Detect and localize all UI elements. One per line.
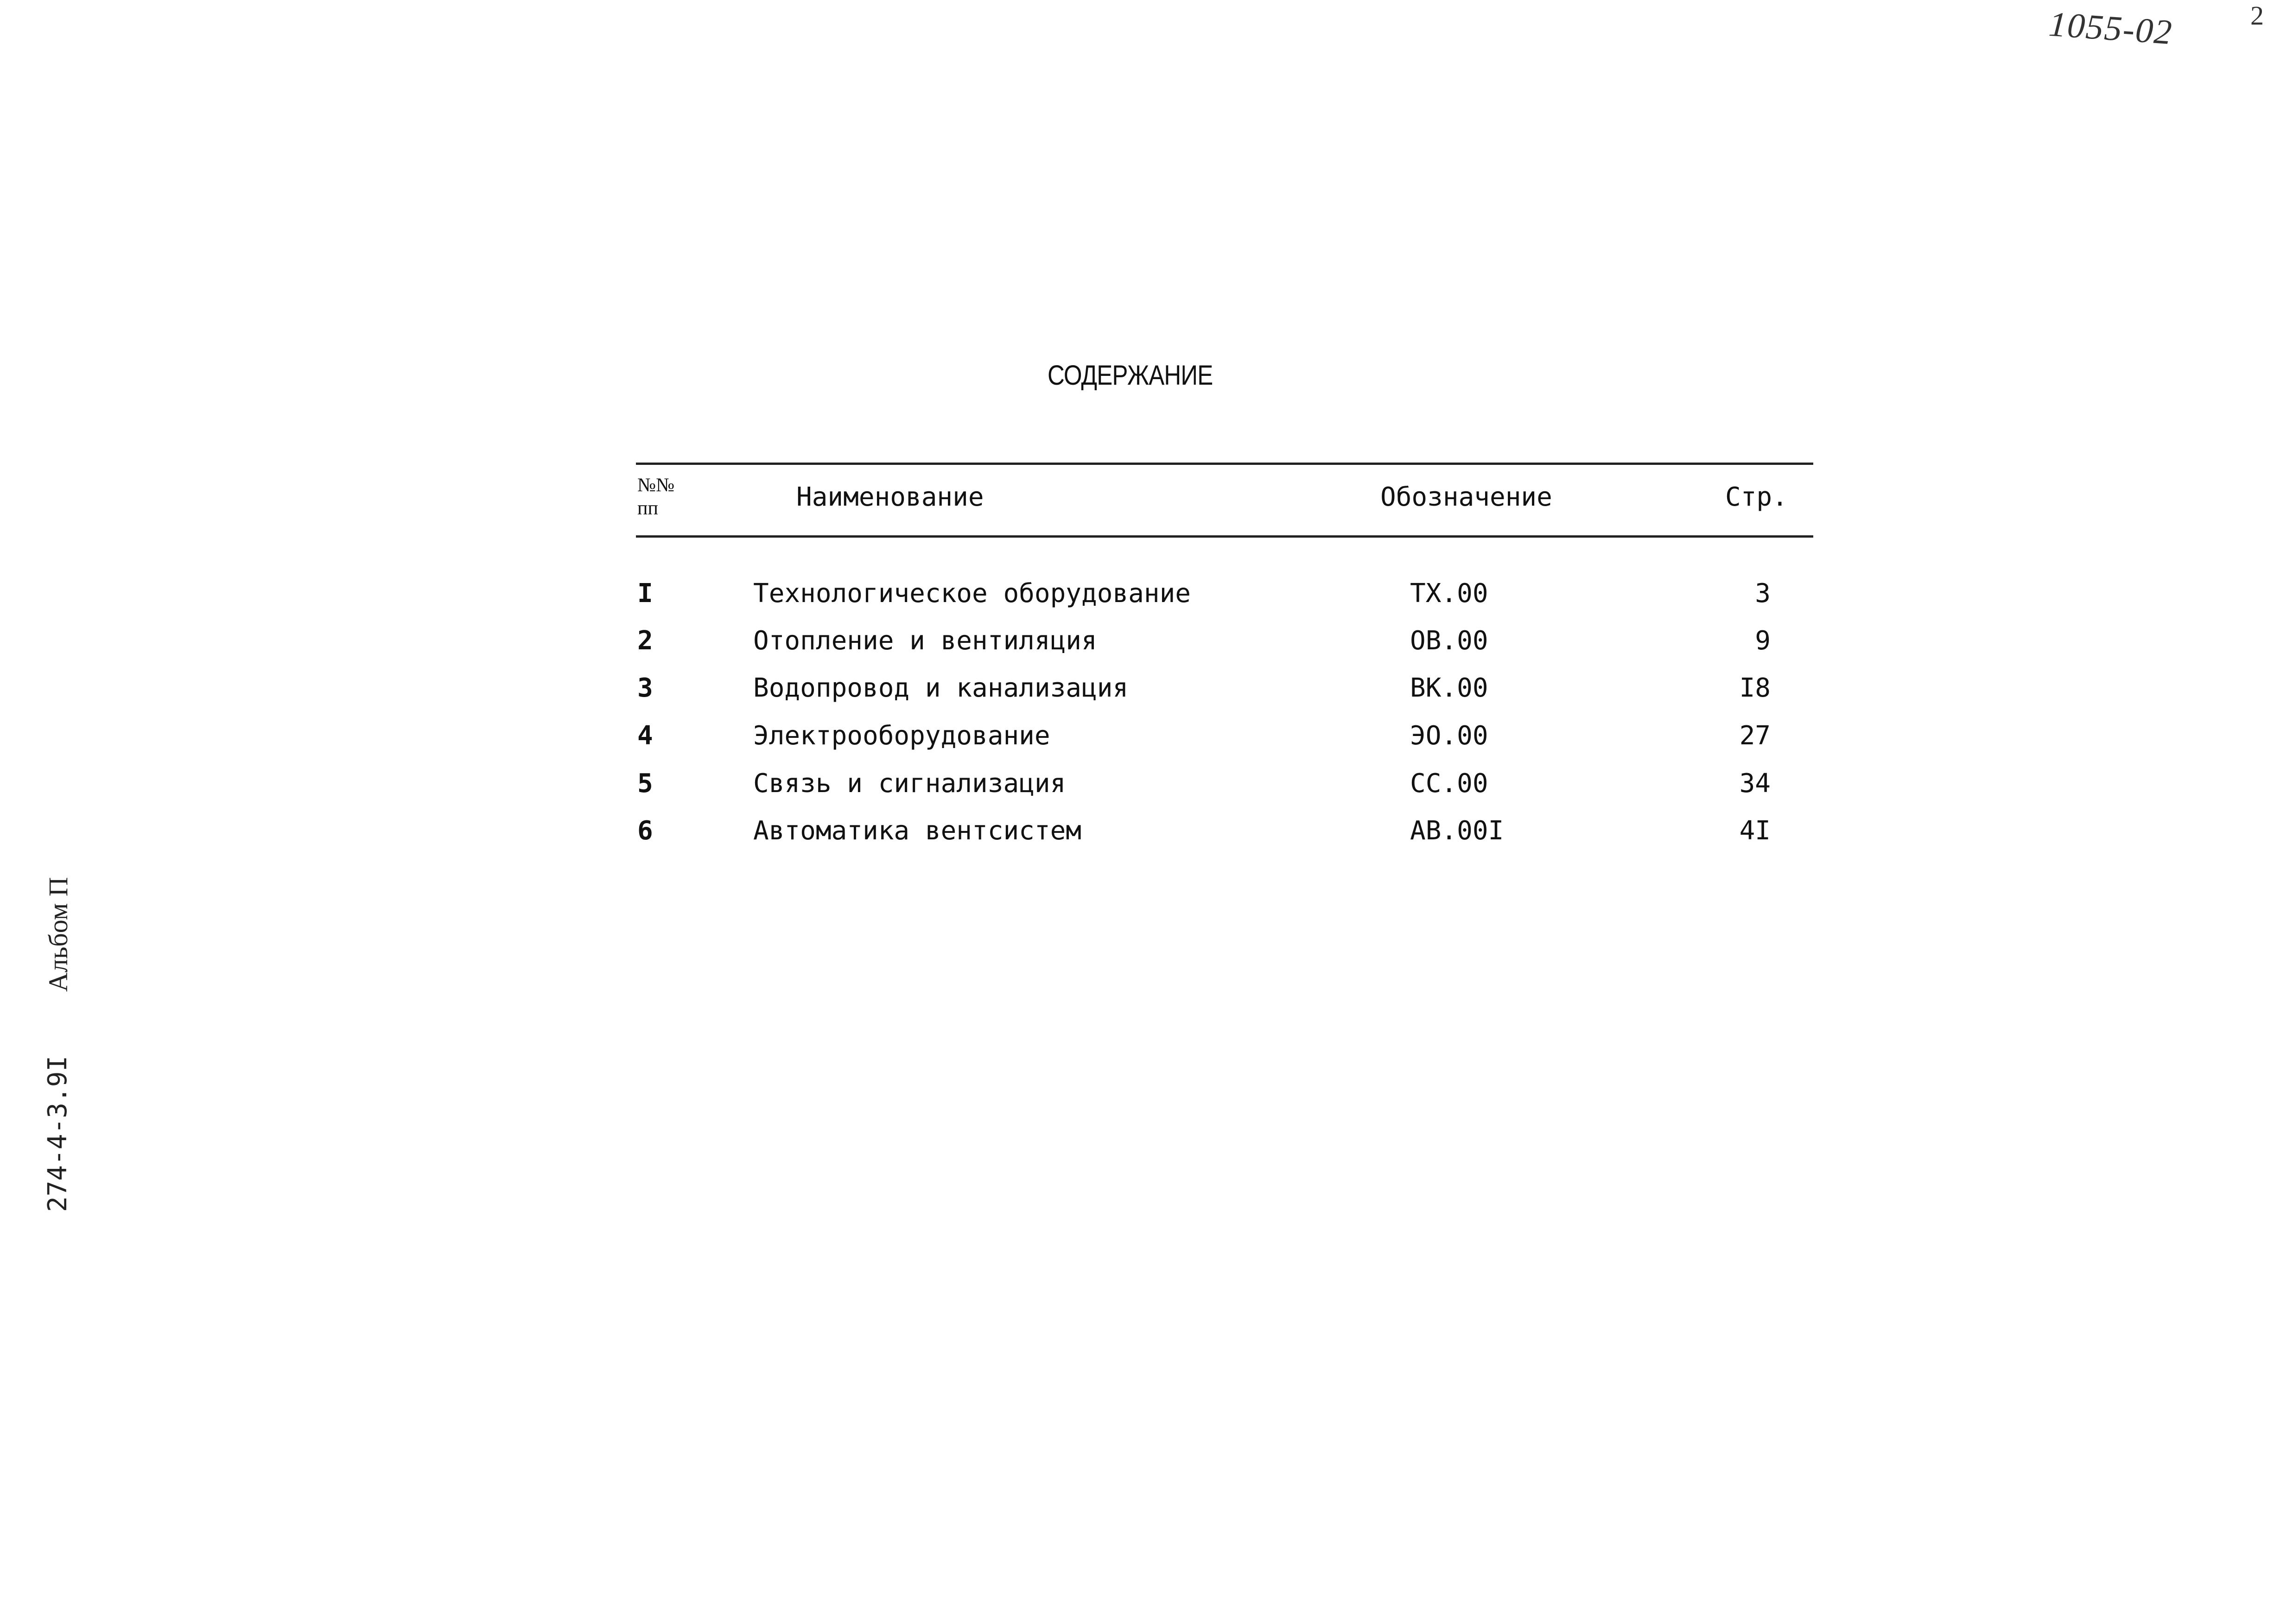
- row-num: 5: [637, 768, 653, 799]
- table-header-rule: [636, 535, 1813, 538]
- header-name: Наименование: [796, 482, 984, 512]
- row-num: 4: [637, 721, 653, 751]
- row-name: Отопление и вентиляция: [753, 626, 1097, 656]
- row-page: 9: [1755, 626, 1771, 656]
- page-title: СОДЕРЖАНИЕ: [1048, 360, 1213, 391]
- row-name: Автоматика вентсистем: [753, 816, 1082, 846]
- table-row: [0, 673, 2293, 710]
- row-code: СС.00: [1410, 768, 1488, 799]
- side-doc-code: 274-4-3.9I: [43, 1055, 73, 1212]
- header-num-line2: пп: [637, 498, 658, 519]
- handwritten-note: 1055-02: [2047, 4, 2174, 52]
- table-row: [0, 626, 2293, 663]
- row-page: 3: [1755, 578, 1771, 609]
- row-code: ВК.00: [1410, 673, 1488, 703]
- row-code: ТХ.00: [1410, 578, 1488, 609]
- table-row: [0, 578, 2293, 615]
- row-name: Технологическое оборудование: [753, 578, 1191, 609]
- row-page: 27: [1739, 721, 1771, 751]
- row-num: 6: [637, 816, 653, 846]
- header-page: Стр.: [1725, 482, 1788, 512]
- side-album-label: Альбом П: [43, 877, 73, 992]
- page-number: 2: [2250, 0, 2264, 31]
- row-name: Электрооборудование: [753, 721, 1050, 751]
- row-num: 2: [637, 626, 653, 656]
- table-row: [0, 816, 2293, 853]
- row-code: ОВ.00: [1410, 626, 1488, 656]
- row-page: I8: [1739, 673, 1771, 703]
- row-num: 3: [637, 673, 653, 703]
- table-row: [0, 768, 2293, 806]
- row-page: 34: [1739, 768, 1771, 799]
- header-num: [637, 474, 674, 520]
- row-name: Водопровод и канализация: [753, 673, 1129, 703]
- table-top-rule: [636, 463, 1813, 465]
- row-code: АВ.00I: [1410, 816, 1504, 846]
- row-name: Связь и сигнализация: [753, 768, 1066, 799]
- row-page: 4I: [1739, 816, 1771, 846]
- row-num: I: [637, 578, 653, 609]
- header-num-line1: №№: [637, 475, 675, 496]
- row-code: ЭО.00: [1410, 721, 1488, 751]
- header-code: Обозначение: [1380, 482, 1552, 512]
- table-row: [0, 721, 2293, 758]
